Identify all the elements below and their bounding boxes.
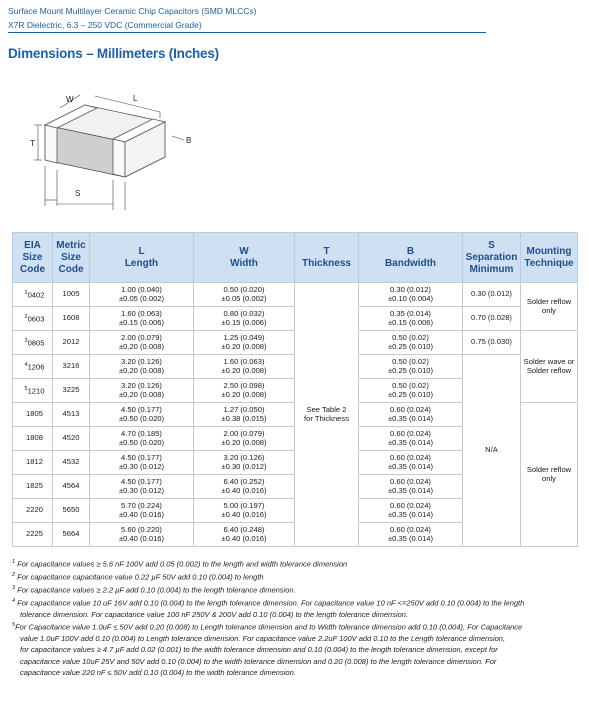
doc-header-line2: X7R Dielectric, 6.3 – 250 VDC (Commercial Grade) [8,20,202,30]
dim-label-w: W [66,95,74,104]
cell-width: 1.25 (0.049) ±0.20 (0.008) [194,331,295,355]
cell-eia: 2225 [13,523,53,547]
cell-bandwidth: 0.50 (0.02) ±0.25 (0.010) [359,379,463,403]
cell-length: 4.70 (0.185) ±0.50 (0.020) [90,427,194,451]
col-length: L Length [90,233,194,283]
cell-eia: 1825 [13,475,53,499]
cell-length: 3.20 (0.126) ±0.20 (0.008) [90,355,194,379]
cell-eia: 1812 [13,451,53,475]
cell-width: 3.20 (0.126) ±0.30 (0.012) [194,451,295,475]
col-metric-size-code: Metric Size Code [53,233,90,283]
cell-length: 4.50 (0.177) ±0.30 (0.012) [90,451,194,475]
cell-metric: 3225 [53,379,90,403]
cell-thickness: See Table 2 for Thickness [295,283,359,547]
table-header-row [13,233,578,283]
cell-length: 5.60 (0.220) ±0.40 (0.016) [90,523,194,547]
cell-eia: $^3$0805 [13,331,53,355]
cell-separation: 0.30 (0.012) [463,283,521,307]
cell-width: 0.80 (0.032) ±0.15 (0.006) [194,307,295,331]
footnotes [12,557,582,679]
cell-width: 6.40 (0.252) ±0.40 (0.016) [194,475,295,499]
dimensions-table [12,232,578,547]
cell-separation: 0.70 (0.028) [463,307,521,331]
cell-length: 5.70 (0.224) ±0.40 (0.016) [90,499,194,523]
cell-mounting: Solder wave or Solder reflow [521,331,578,403]
cell-bandwidth: 0.50 (0.02) ±0.25 (0.010) [359,331,463,355]
cell-metric: 4532 [53,451,90,475]
col-separation: S Separation Minimum [463,233,521,283]
dim-label-s: S [75,189,81,198]
footnote-4: $^4$ For capacitance value 10 uF 16V add 0.10 (0.004) to the length tolerance dimension. For capacitance value 10 nF <=250V add 0.10 (0.004) to the length tolerance dimension. For capacitance value 100 nF 250V & 200V add 0.10 (0.004) to the length tolerance dimension. [12,597,525,619]
cell-width: 1.27 (0.050) ±0.38 (0.015) [194,403,295,427]
cell-metric: 4564 [53,475,90,499]
cell-bandwidth: 0.60 (0.024) ±0.35 (0.014) [359,403,463,427]
cell-metric: 1005 [53,283,90,307]
col-eia-size-code: EIA Size Code [13,233,53,283]
cell-bandwidth: 0.60 (0.024) ±0.35 (0.014) [359,523,463,547]
cell-bandwidth: 0.30 (0.012) ±0.10 (0.004) [359,283,463,307]
cell-width: 1.60 (0.063) ±0.20 (0.008) [194,355,295,379]
capacitor-dimension-diagram [0,76,210,226]
cell-metric: 1608 [53,307,90,331]
cell-length: 4.50 (0.177) ±0.50 (0.020) [90,403,194,427]
cell-length: 1.00 (0.040) ±0.05 (0.002) [90,283,194,307]
cell-mounting: Solder reflow only [521,403,578,547]
cell-bandwidth: 0.60 (0.024) ±0.35 (0.014) [359,499,463,523]
cell-eia: $^4$1206 [13,355,53,379]
dim-label-t: T [30,139,35,148]
col-bandwidth: B Bandwidth [359,233,463,283]
col-mounting: Mounting Technique [521,233,578,283]
footnote-5: $^5$For Capacitance value 1.0uF ≤ 50V add 0.20 (0.008) to Length tolerance dimension and to Width tolerance dimension add 0.10 (0.004), For Capacitance value 1.0uF 100V add 0.10 (0.004) to Length tolerance dimension. For capacitance value 2.2uF 100V add 0.10 to the Length tolerance dimension, for capacitance values ≥ 4.7 µF add 0.02 (0.001) to the width tolerance dimension and 0.10 (0.004) to the length tolerance dimension, except for capacitance value 10uF 25V and 50V add 0.10 (0.004) to the width tolerance dimension and 0.20 (0.008) to the length tolerance dimension. For capacitance value 220 nF ≤ 50V add 0.10 (0.004) to the width tolerance dimension. [12,622,523,678]
cell-bandwidth: 0.50 (0.02) ±0.25 (0.010) [359,355,463,379]
cell-bandwidth: 0.60 (0.024) ±0.35 (0.014) [359,475,463,499]
cell-length: 3.20 (0.126) ±0.20 (0.008) [90,379,194,403]
section-title: Dimensions – Millimeters (Inches) [8,46,219,61]
cell-width: 6.40 (0.248) ±0.40 (0.016) [194,523,295,547]
cell-separation: 0.75 (0.030) [463,331,521,355]
cell-separation: N/A [463,355,521,547]
doc-header-line1: Surface Mount Multilayer Ceramic Chip Capacitors (SMD MLCCs) [8,6,257,16]
cell-width: 0.50 (0.020) ±0.05 (0.002) [194,283,295,307]
dim-label-b: B [186,136,192,145]
cell-length: 4.50 (0.177) ±0.30 (0.012) [90,475,194,499]
cell-metric: 5664 [53,523,90,547]
cell-eia: 2220 [13,499,53,523]
cell-eia: $^5$1210 [13,379,53,403]
footnote-3: $^3$ For capacitance values ≥ 2.2 µF add 0.10 (0.004) to the length tolerance dimension. [12,584,296,595]
cell-eia: 1805 [13,403,53,427]
cell-bandwidth: 0.35 (0.014) ±0.15 (0.006) [359,307,463,331]
footnote-1: $^1$ For capacitance values ≥ 5.6 nF 100V add 0.05 (0.002) to the length and width tolerance dimension [12,559,348,569]
cell-bandwidth: 0.60 (0.024) ±0.35 (0.014) [359,451,463,475]
cell-metric: 3216 [53,355,90,379]
cell-mounting: Solder reflow only [521,283,578,331]
col-thickness: T Thickness [295,233,359,283]
cell-width: 5.00 (0.197) ±0.40 (0.016) [194,499,295,523]
dim-label-l: L [133,94,138,103]
cell-eia: 1808 [13,427,53,451]
table-row [13,283,578,307]
cell-bandwidth: 0.60 (0.024) ±0.35 (0.014) [359,427,463,451]
cell-metric: 4513 [53,403,90,427]
cell-metric: 4520 [53,427,90,451]
cell-metric: 5650 [53,499,90,523]
cell-length: 2.00 (0.079) ±0.20 (0.008) [90,331,194,355]
cell-length: 1.60 (0.063) ±0.15 (0.006) [90,307,194,331]
cell-eia: $^2$0603 [13,307,53,331]
cell-width: 2.00 (0.079) ±0.20 (0.008) [194,427,295,451]
col-width: W Width [194,233,295,283]
cell-width: 2.50 (0.098) ±0.20 (0.008) [194,379,295,403]
cell-eia: $^1$0402 [13,283,53,307]
footnote-2: $^2$ For capacitance capacitance value 0.22 µF 50V add 0.10 (0.004) to length [12,571,264,582]
header-rule [8,32,486,33]
cell-metric: 2012 [53,331,90,355]
